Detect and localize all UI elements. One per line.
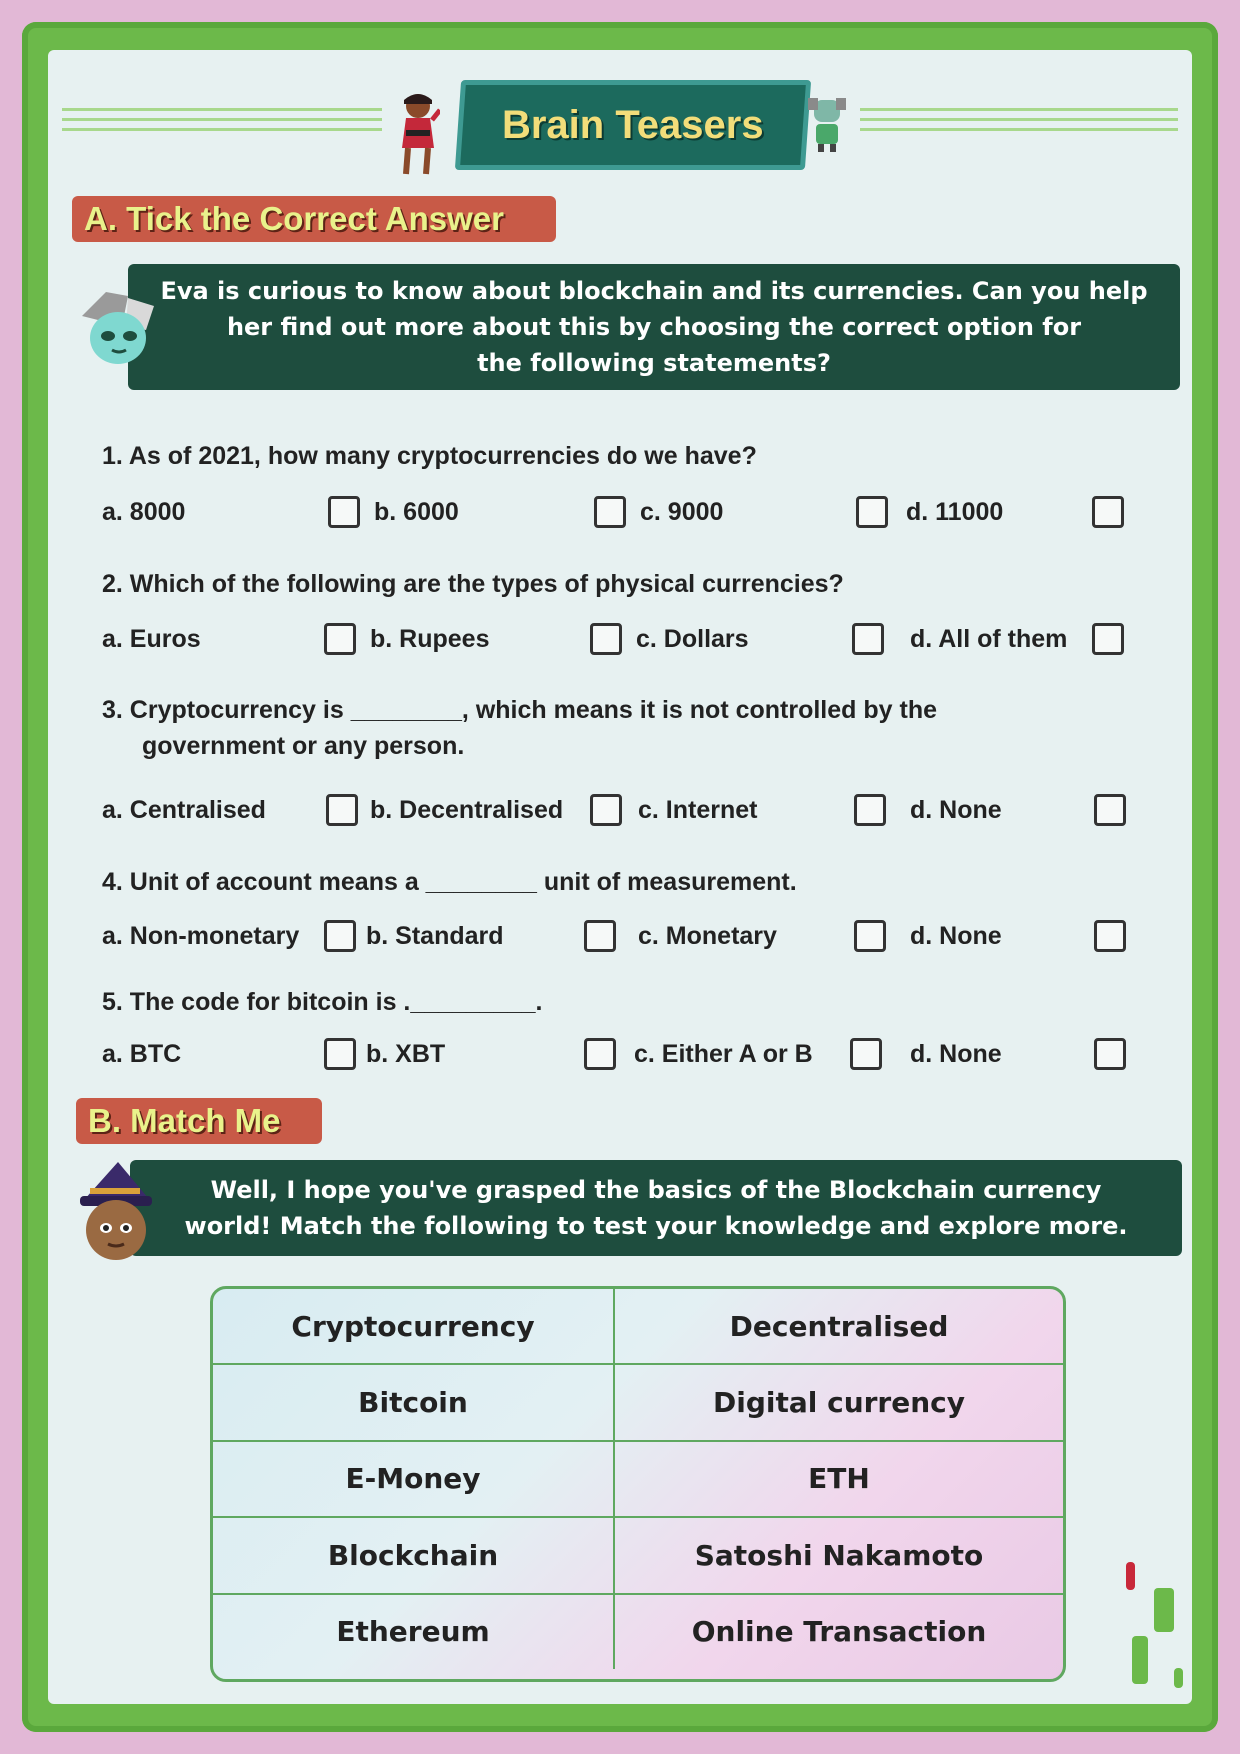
question-4: 4. Unit of account means a ________ unit of measurement. bbox=[102, 868, 797, 896]
paint-stroke-decoration bbox=[1174, 1668, 1183, 1688]
wizard-character-avatar-icon bbox=[74, 1158, 156, 1264]
q4-option-b: b. Standard bbox=[366, 922, 504, 950]
q5-option-a: a. BTC bbox=[102, 1040, 182, 1068]
q5-option-c: c. Either A or B bbox=[634, 1040, 813, 1068]
page-title: Brain Teasers bbox=[502, 102, 764, 147]
q2-checkbox-a[interactable] bbox=[324, 623, 356, 655]
section-a-intro-banner bbox=[128, 264, 1180, 390]
table-row bbox=[213, 1363, 1063, 1440]
match-left-cell[interactable]: Blockchain bbox=[213, 1518, 615, 1593]
ninja-character-icon bbox=[396, 90, 440, 176]
robot-character-icon bbox=[806, 96, 848, 152]
q1-checkbox-d[interactable] bbox=[1092, 496, 1124, 528]
paint-stroke-decoration bbox=[1132, 1636, 1148, 1684]
q1-checkbox-b[interactable] bbox=[594, 496, 626, 528]
q1-option-d: d. 11000 bbox=[906, 498, 1004, 526]
intro-line: Well, I hope you've grasped the basics of the Blockchain currency bbox=[210, 1176, 1102, 1204]
q5-checkbox-c[interactable] bbox=[850, 1038, 882, 1070]
q3-checkbox-c[interactable] bbox=[854, 794, 886, 826]
header-rule-right bbox=[860, 108, 1178, 142]
match-right-cell[interactable]: Digital currency bbox=[712, 1385, 966, 1419]
match-right-cell[interactable]: Decentralised bbox=[729, 1309, 949, 1343]
section-a-heading: A. Tick the Correct Answer bbox=[72, 196, 556, 242]
match-left-cell[interactable]: Cryptocurrency bbox=[213, 1289, 615, 1363]
paint-stroke-decoration bbox=[1154, 1588, 1174, 1632]
q1-checkbox-a[interactable] bbox=[328, 496, 360, 528]
q5-option-d: d. None bbox=[910, 1040, 1002, 1068]
q2-checkbox-d[interactable] bbox=[1092, 623, 1124, 655]
match-table bbox=[210, 1286, 1066, 1682]
q1-option-b: b. 6000 bbox=[374, 498, 459, 526]
header-rule-left bbox=[62, 108, 382, 142]
intro-line: Eva is curious to know about blockchain and its currencies. Can you help bbox=[160, 277, 1148, 305]
q3-checkbox-a[interactable] bbox=[326, 794, 358, 826]
q2-option-c: c. Dollars bbox=[636, 625, 749, 653]
q5-option-b: b. XBT bbox=[366, 1040, 446, 1068]
section-b-heading: B. Match Me bbox=[76, 1098, 322, 1144]
q2-option-b: b. Rupees bbox=[370, 625, 490, 653]
q4-option-d: d. None bbox=[910, 922, 1002, 950]
q1-option-a: a. 8000 bbox=[102, 498, 186, 526]
eva-robot-avatar-icon bbox=[76, 286, 158, 370]
match-right-cell[interactable]: Satoshi Nakamoto bbox=[694, 1538, 984, 1572]
q2-option-d: d. All of them bbox=[910, 625, 1068, 653]
q4-checkbox-d[interactable] bbox=[1094, 920, 1126, 952]
q3-checkbox-d[interactable] bbox=[1094, 794, 1126, 826]
q2-checkbox-b[interactable] bbox=[590, 623, 622, 655]
q3-checkbox-b[interactable] bbox=[590, 794, 622, 826]
intro-line: her find out more about this by choosing the correct option for bbox=[226, 313, 1082, 341]
table-row bbox=[213, 1440, 1063, 1517]
section-b-intro-banner bbox=[130, 1160, 1182, 1256]
table-row bbox=[213, 1593, 1063, 1670]
title-board bbox=[455, 80, 811, 170]
q4-option-a: a. Non-monetary bbox=[102, 922, 300, 950]
question-1: 1. As of 2021, how many cryptocurrencies do we have? bbox=[102, 442, 757, 470]
match-left-cell[interactable]: Ethereum bbox=[213, 1595, 615, 1670]
match-right-cell[interactable]: ETH bbox=[808, 1462, 870, 1496]
q1-option-c: c. 9000 bbox=[640, 498, 724, 526]
q5-checkbox-a[interactable] bbox=[324, 1038, 356, 1070]
match-left-cell[interactable]: Bitcoin bbox=[213, 1365, 615, 1440]
question-2: 2. Which of the following are the types of physical currencies? bbox=[102, 570, 844, 598]
q5-checkbox-d[interactable] bbox=[1094, 1038, 1126, 1070]
q2-option-a: a. Euros bbox=[102, 625, 201, 653]
intro-line: world! Match the following to test your knowledge and explore more. bbox=[184, 1212, 1128, 1240]
question-5: 5. The code for bitcoin is ._________. bbox=[102, 988, 543, 1016]
table-row bbox=[213, 1516, 1063, 1593]
question-3: 3. Cryptocurrency is ________, which means it is not controlled by the bbox=[102, 696, 937, 724]
q3-option-a: a. Centralised bbox=[102, 796, 266, 824]
q4-checkbox-a[interactable] bbox=[324, 920, 356, 952]
match-left-cell[interactable]: E-Money bbox=[213, 1442, 615, 1517]
q3-option-b: b. Decentralised bbox=[370, 796, 564, 824]
q1-checkbox-c[interactable] bbox=[856, 496, 888, 528]
q4-checkbox-c[interactable] bbox=[854, 920, 886, 952]
q5-checkbox-b[interactable] bbox=[584, 1038, 616, 1070]
q3-option-c: c. Internet bbox=[638, 796, 758, 824]
question-3-continued: government or any person. bbox=[142, 732, 465, 760]
q4-option-c: c. Monetary bbox=[638, 922, 777, 950]
paint-stroke-decoration bbox=[1126, 1562, 1135, 1590]
q3-option-d: d. None bbox=[910, 796, 1002, 824]
q4-checkbox-b[interactable] bbox=[584, 920, 616, 952]
intro-line: the following statements? bbox=[477, 349, 831, 377]
match-right-cell[interactable]: Online Transaction bbox=[691, 1615, 987, 1649]
q2-checkbox-c[interactable] bbox=[852, 623, 884, 655]
table-row bbox=[213, 1289, 1063, 1363]
